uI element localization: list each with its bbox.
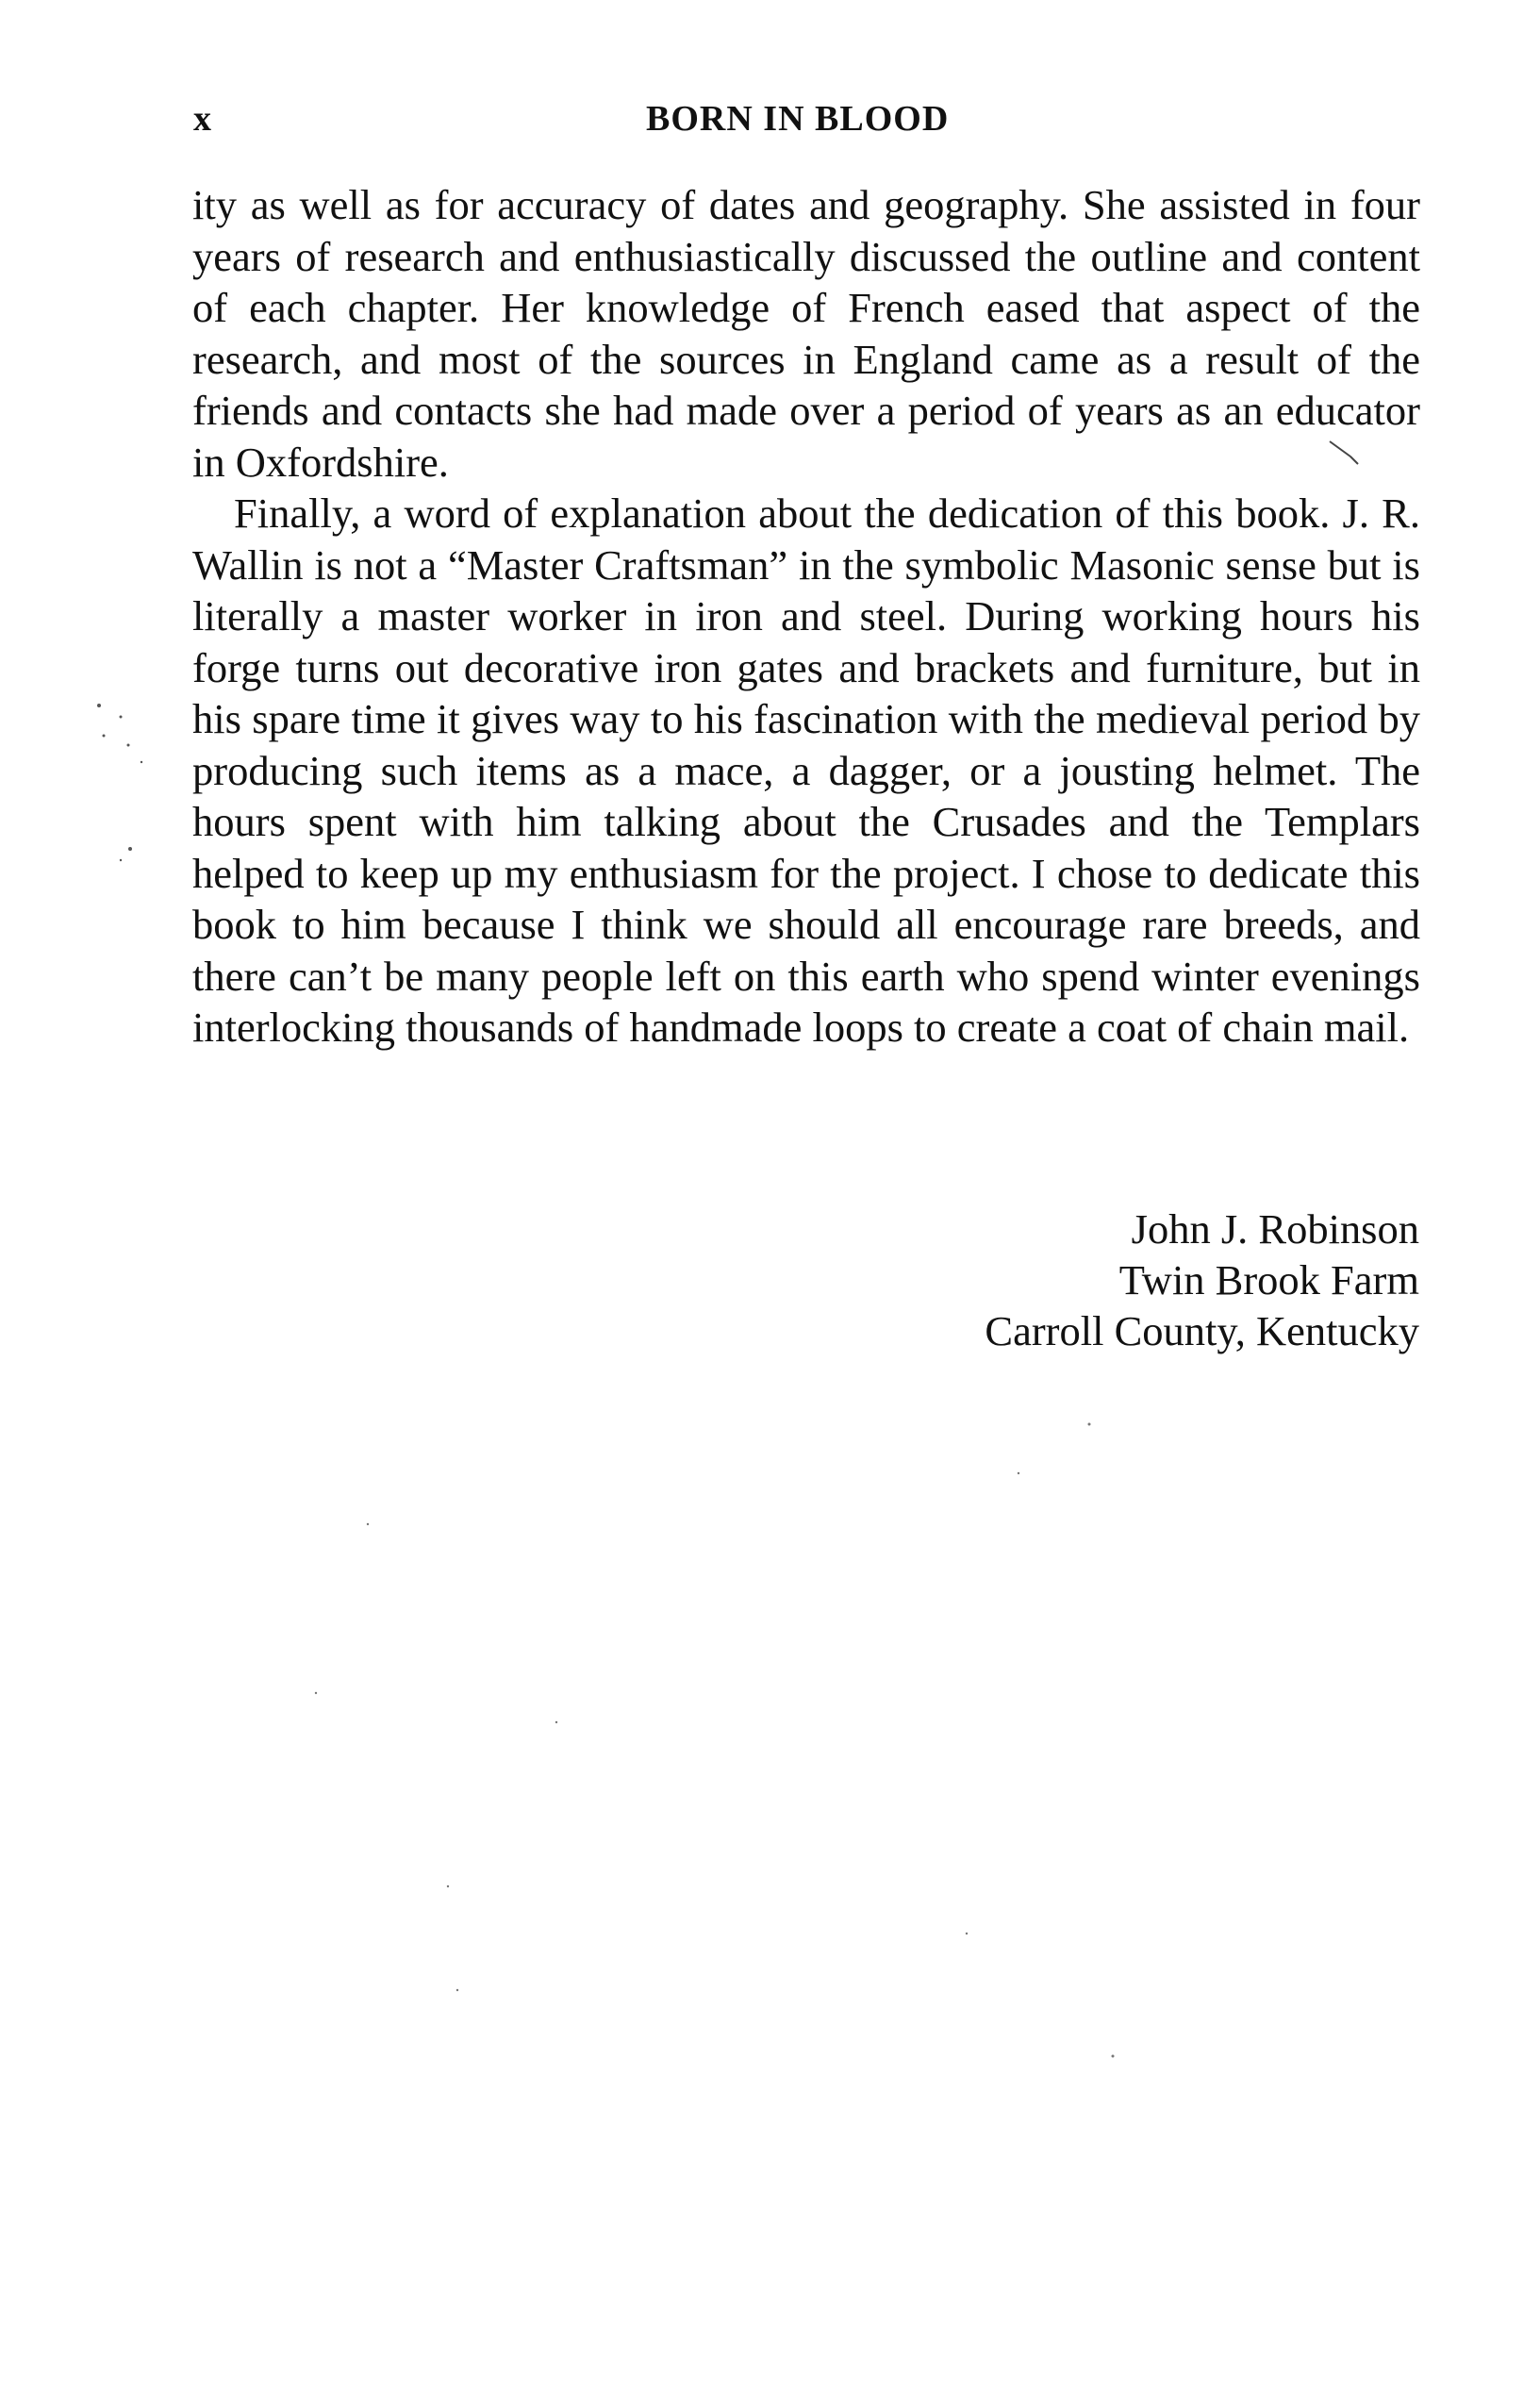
author-name: John J. Robinson: [1131, 1205, 1419, 1253]
book-title: BORN IN BLOOD: [646, 99, 950, 139]
paragraph-continued: ity as well as for accuracy of dates and geography. She assisted in four years of research and enthusiastically discussed the outline and content of each chapter. Her knowledge of French eased that aspect of the research, and most of the sources in England came as a result of the friends and contacts she had made over a period of years as an educator in Oxfordshire.: [192, 181, 1420, 486]
running-head: [193, 91, 1419, 147]
signature-block: [759, 1204, 1419, 1356]
county-location: Carroll County, Kentucky: [985, 1307, 1419, 1354]
farm-name: Twin Brook Farm: [1118, 1256, 1419, 1303]
paragraph-dedication: Finally, a word of explanation about the dedication of this book. J. R. Wallin is not a “Master Craftsman” in the symbolic Masonic sense but is literally a master worker in iron and steel. During working hours his forge turns out decorative iron gates and brackets and furniture, but in his spare time it gives way to his fascination with the medieval period by producing such items as a mace, a dagger, or a jousting helmet. The hours spent with him talking about the Crusades and the Templars helped to keep up my enthusiasm for the project. I chose to dedicate this book to him because I think we should all encourage rare breeds, and there can’t be many people left on this earth who spend winter evenings interlocking thousands of handmade loops to create a coat of chain mail.: [192, 490, 1420, 1051]
body-text: [192, 179, 1420, 1054]
page-number: x: [193, 99, 211, 139]
